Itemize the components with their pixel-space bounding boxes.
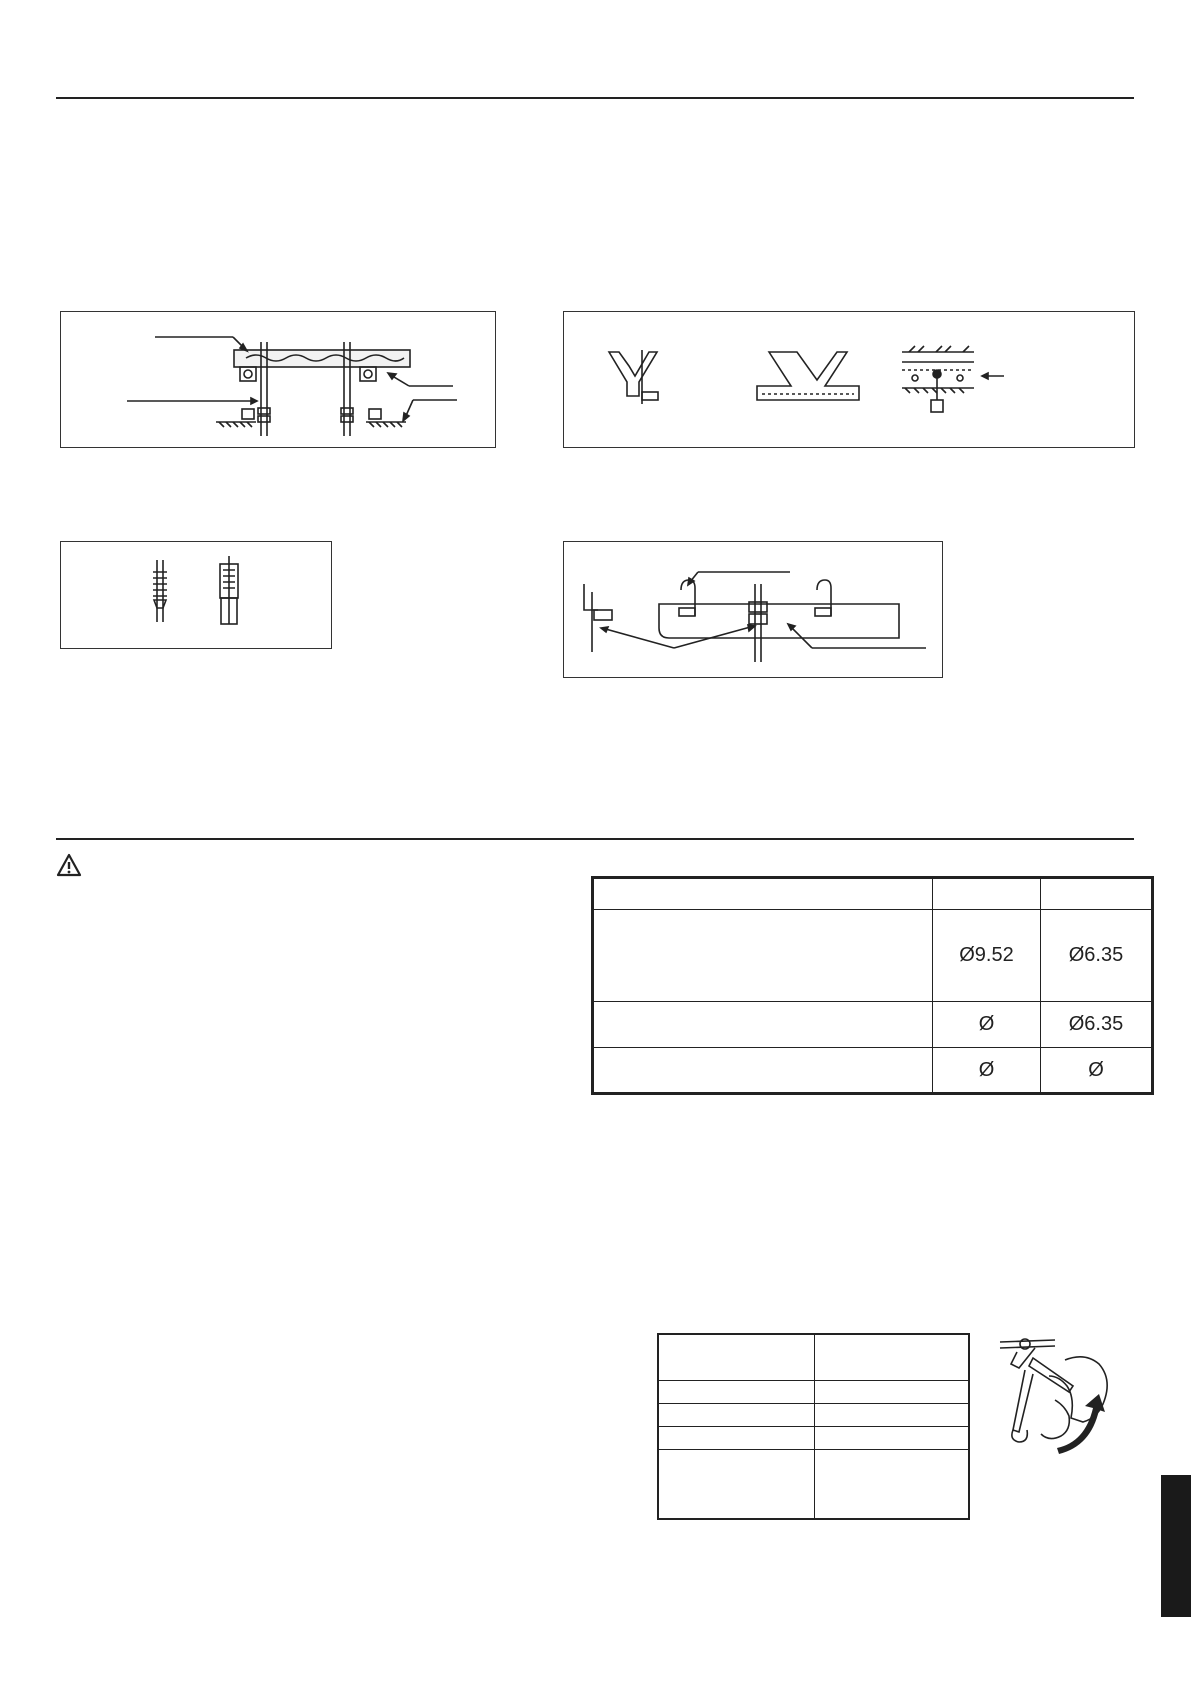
table-row — [658, 1380, 969, 1403]
table-cell — [593, 1002, 933, 1048]
table-row — [593, 1048, 1153, 1094]
table-row — [593, 1002, 1153, 1048]
table-cell — [815, 1426, 970, 1449]
ceiling-anchor-figure — [563, 311, 1135, 448]
table-cell — [815, 1449, 970, 1519]
table-cell: Ø — [933, 1048, 1041, 1094]
anchor-bolt-figure — [60, 541, 332, 649]
table-row — [593, 910, 1153, 1002]
table-cell — [658, 1380, 815, 1403]
hanging-bolt-figure — [60, 311, 496, 448]
pipe-suspension-figure — [563, 541, 943, 678]
table-cell — [593, 910, 933, 1002]
table-cell — [593, 878, 933, 910]
table-row — [658, 1449, 969, 1519]
table-cell: Ø6.35 — [1041, 910, 1153, 1002]
table-row — [593, 878, 1153, 910]
table-cell — [658, 1334, 815, 1380]
torque-table — [657, 1333, 970, 1520]
table-cell — [658, 1403, 815, 1426]
table-row — [658, 1426, 969, 1449]
table-cell — [815, 1380, 970, 1403]
section-divider — [56, 838, 1134, 840]
torque-wrench-icon — [995, 1330, 1123, 1460]
table-cell — [815, 1334, 970, 1380]
table-cell — [658, 1426, 815, 1449]
table-cell — [933, 878, 1041, 910]
table-cell — [593, 1048, 933, 1094]
table-cell: Ø — [933, 1002, 1041, 1048]
table-cell: Ø — [1041, 1048, 1153, 1094]
table-cell — [815, 1403, 970, 1426]
table-row — [658, 1403, 969, 1426]
table-cell: Ø9.52 — [933, 910, 1041, 1002]
table-cell — [658, 1449, 815, 1519]
side-index-tab — [1161, 1475, 1191, 1617]
top-divider — [56, 97, 1134, 99]
table-cell — [1041, 878, 1153, 910]
warning-triangle-icon — [56, 853, 82, 877]
pipe-size-table — [591, 876, 1154, 1095]
table-cell: Ø6.35 — [1041, 1002, 1153, 1048]
table-row — [658, 1334, 969, 1380]
